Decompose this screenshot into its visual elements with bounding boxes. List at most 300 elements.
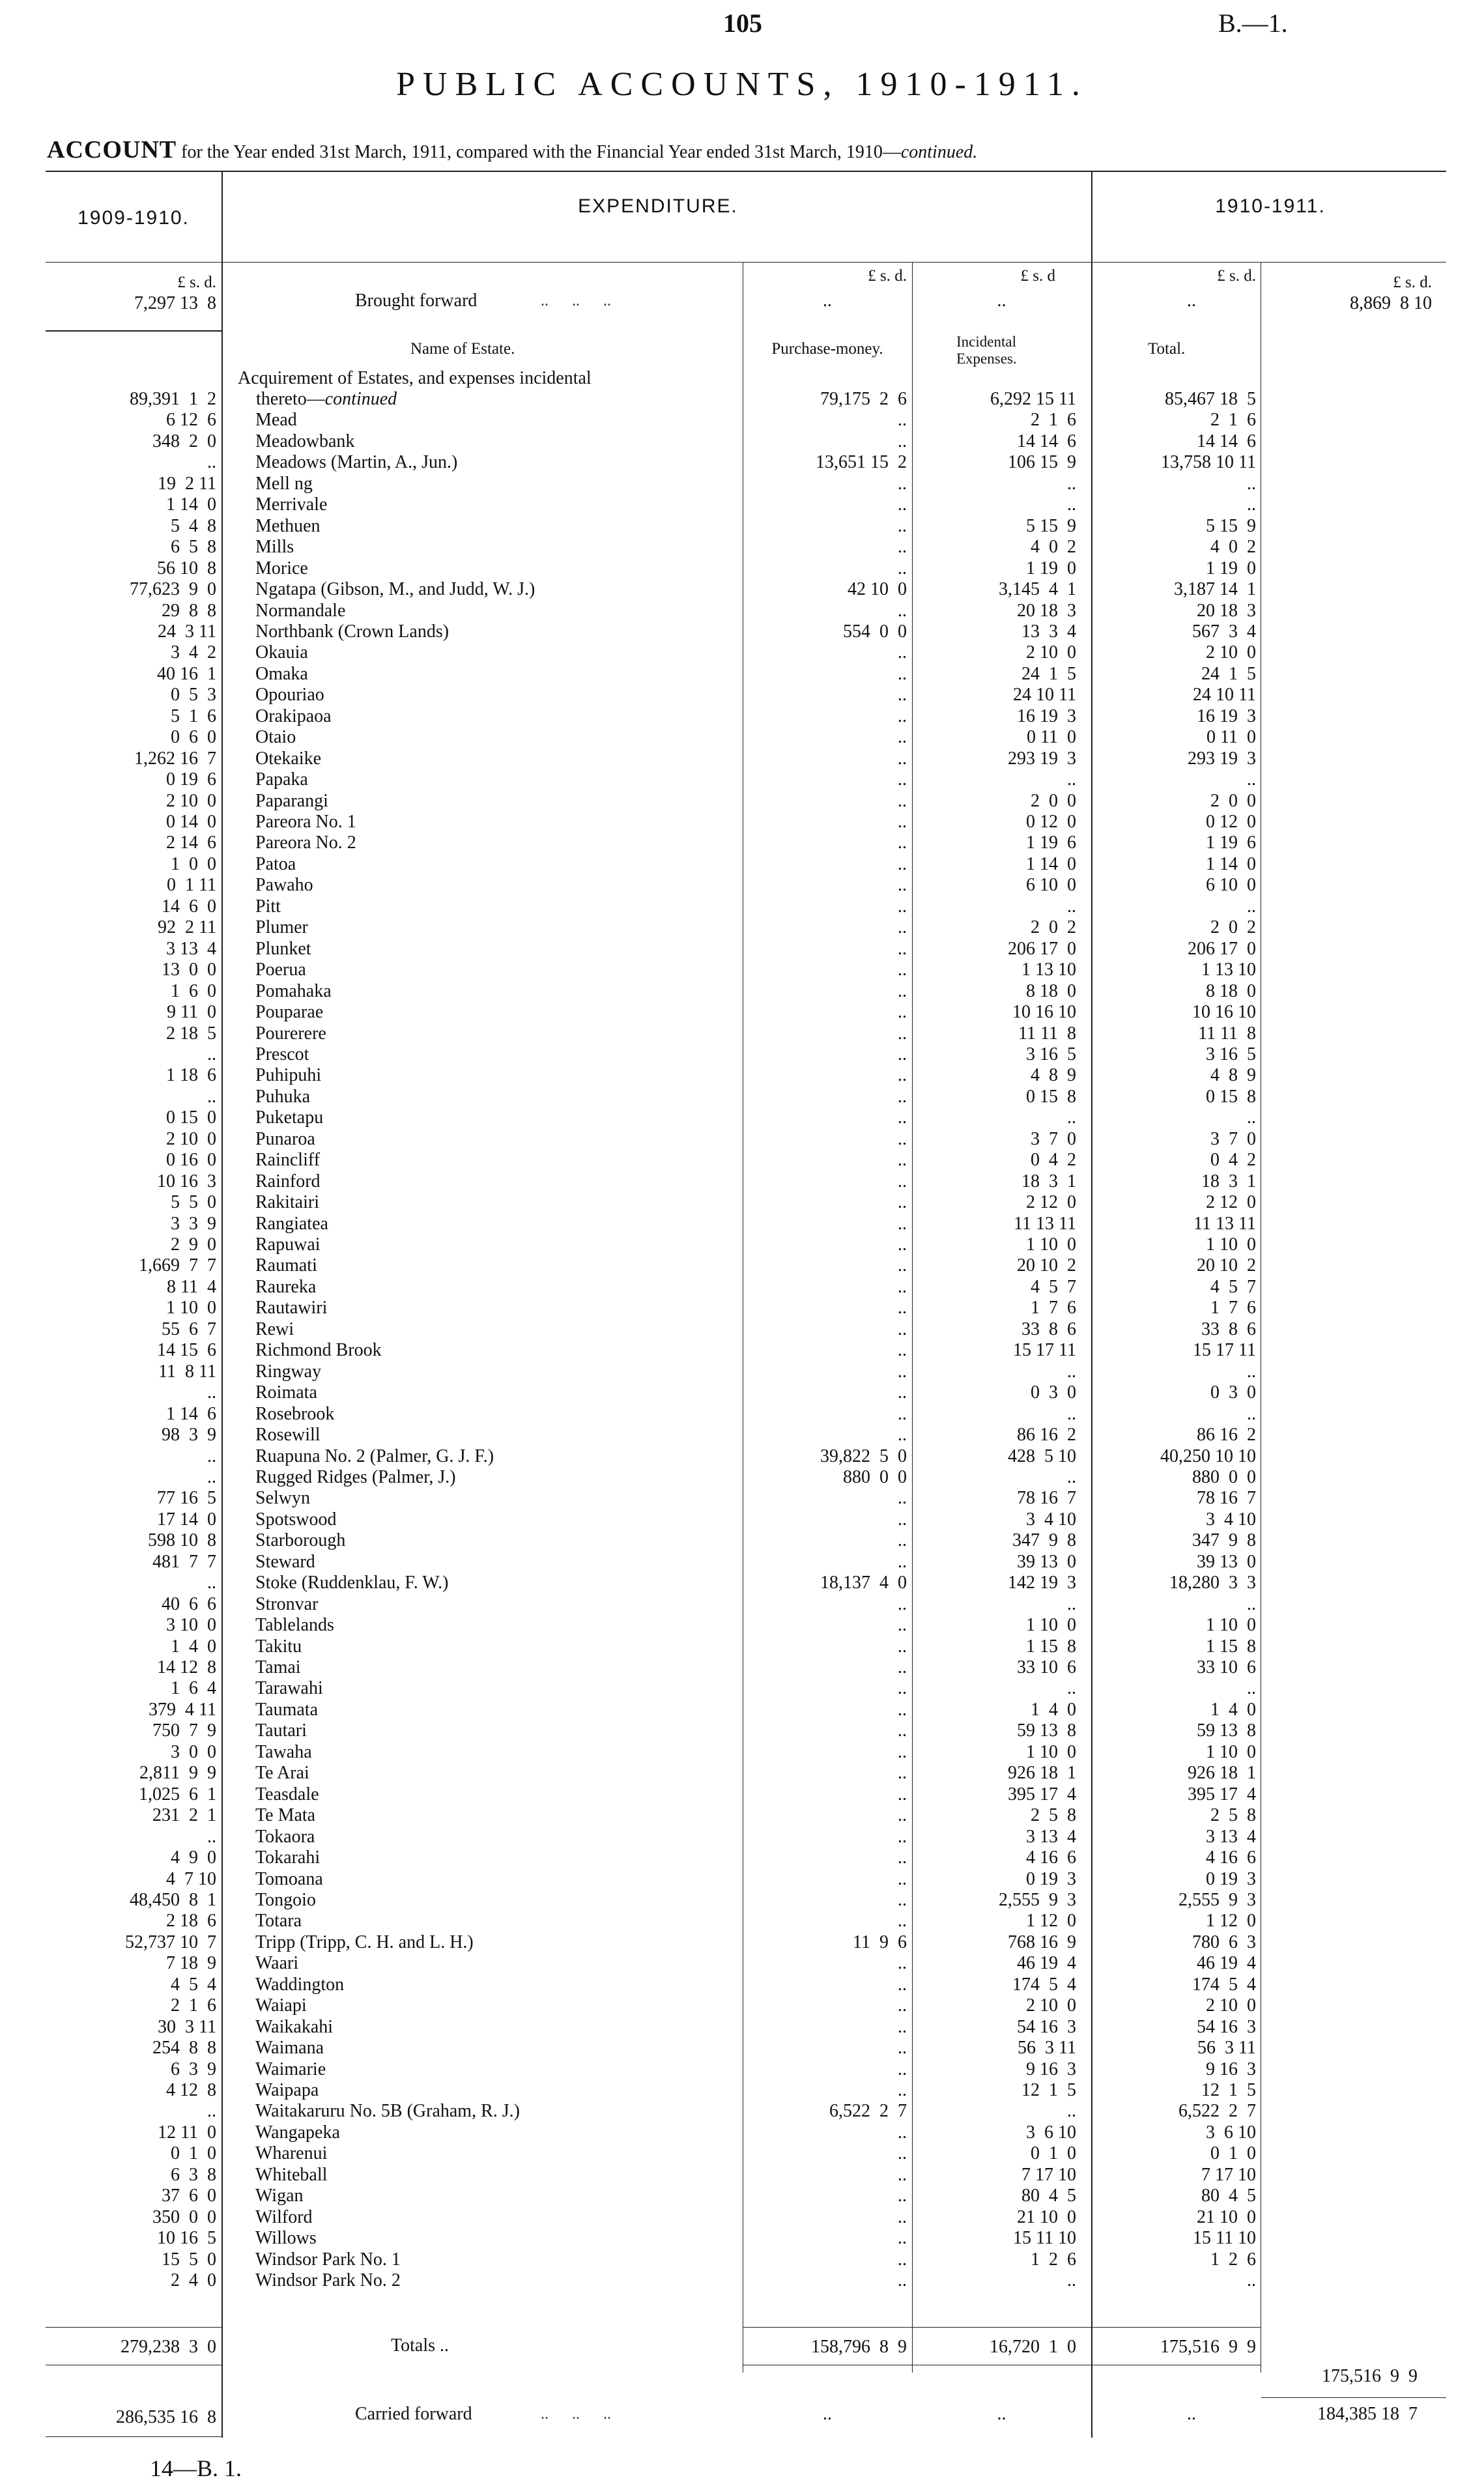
document-reference: B.—1. — [1218, 8, 1288, 38]
row-purchase-money: .. — [898, 2143, 907, 2163]
row-total: 0 11 0 — [1206, 727, 1256, 747]
row-incidental-expenses: 18 3 1 — [1021, 1171, 1076, 1191]
row-prev-amount: .. — [207, 1467, 216, 1487]
row-prev-amount: 48,450 8 1 — [130, 1890, 216, 1910]
row-prev-amount: 14 12 8 — [157, 1657, 216, 1677]
row-incidental-expenses: 21 10 0 — [1017, 2207, 1076, 2227]
row-total: 6,522 2 7 — [1178, 2101, 1256, 2121]
row-purchase-money: 79,175 2 6 — [820, 389, 907, 409]
row-total: 1 19 6 — [1206, 833, 1256, 853]
row-total: 15 17 11 — [1193, 1340, 1256, 1360]
row-total: 4 0 2 — [1210, 537, 1256, 557]
row-prev-amount: 1,262 16 7 — [134, 749, 216, 769]
row-purchase-money: .. — [898, 939, 907, 959]
row-total: 33 8 6 — [1201, 1319, 1256, 1339]
row-estate-name: Waimarie — [255, 2059, 326, 2079]
header-total: Total. — [1148, 340, 1186, 358]
row-prev-amount: 6 12 6 — [166, 410, 216, 430]
row-incidental-expenses: 4 0 2 — [1031, 537, 1076, 557]
row-incidental-expenses: 46 19 4 — [1017, 1953, 1076, 1973]
row-prev-amount: 13 0 0 — [162, 960, 216, 980]
row-estate-name: Te Mata — [255, 1805, 316, 1825]
row-estate-name: Steward — [255, 1552, 315, 1572]
row-prev-amount: 1 4 0 — [171, 1636, 216, 1657]
row-purchase-money: .. — [898, 1382, 907, 1403]
row-estate-name: Methuen — [255, 516, 321, 536]
row-purchase-money: 13,651 15 2 — [816, 452, 907, 472]
row-incidental-expenses: 9 16 3 — [1026, 2059, 1076, 2079]
row-purchase-money: .. — [898, 2017, 907, 2037]
account-continued: continued. — [900, 142, 978, 162]
row-prev-amount: 0 1 11 — [167, 875, 216, 895]
row-prev-amount: 379 4 11 — [149, 1700, 216, 1720]
row-prev-amount: 1 18 6 — [166, 1065, 216, 1085]
row-total: 926 18 1 — [1188, 1763, 1256, 1783]
row-total: 13,758 10 11 — [1161, 452, 1256, 472]
row-incidental-expenses: .. — [1067, 896, 1076, 917]
row-incidental-expenses: 3 16 5 — [1026, 1044, 1076, 1064]
row-purchase-money: .. — [898, 1404, 907, 1424]
row-estate-name: Waddington — [255, 1975, 345, 1995]
brought-forward-dots: .. .. .. — [541, 292, 611, 309]
row-prev-amount: 2 4 0 — [171, 2270, 216, 2290]
row-prev-amount: 2,811 9 9 — [139, 1763, 216, 1783]
row-purchase-money: .. — [898, 410, 907, 430]
row-prev-amount: 40 16 1 — [157, 664, 216, 684]
row-purchase-money: .. — [898, 1171, 907, 1191]
row-estate-name: Willows — [255, 2228, 317, 2248]
row-purchase-money: .. — [898, 601, 907, 621]
row-incidental-expenses: 33 10 6 — [1017, 1657, 1076, 1677]
row-total: 2,555 9 3 — [1178, 1890, 1256, 1910]
row-incidental-expenses: .. — [1067, 769, 1076, 790]
row-prev-amount: 350 0 0 — [152, 2207, 216, 2227]
row-total: 20 10 2 — [1197, 1255, 1256, 1276]
row-estate-name: Mills — [255, 537, 294, 557]
row-purchase-money: .. — [898, 1827, 907, 1847]
row-purchase-money: .. — [898, 431, 907, 451]
row-estate-name: Stronvar — [255, 1594, 319, 1614]
row-prev-amount: 77 16 5 — [157, 1488, 216, 1508]
row-incidental-expenses: 6,292 15 11 — [990, 389, 1076, 409]
row-estate-name: Rangiatea — [255, 1214, 328, 1234]
row-estate-name: Pareora No. 2 — [255, 833, 356, 853]
row-total: 0 15 8 — [1206, 1087, 1256, 1107]
row-incidental-expenses: 347 9 8 — [1012, 1530, 1076, 1550]
carried-forward-curr: 184,385 18 7 — [1317, 2404, 1418, 2424]
row-prev-amount: 5 5 0 — [171, 1192, 216, 1212]
row-prev-amount: 1 0 0 — [171, 854, 216, 874]
row-estate-name: Pourerere — [255, 1023, 326, 1044]
row-total: 85,467 18 5 — [1165, 389, 1256, 409]
row-estate-name: Puhuka — [255, 1087, 310, 1107]
row-estate-name: Rewi — [255, 1319, 294, 1339]
row-estate-name: Pareora No. 1 — [255, 812, 356, 832]
row-estate-name: Prescot — [255, 1044, 309, 1064]
row-incidental-expenses: 1 12 0 — [1026, 1911, 1076, 1931]
row-incidental-expenses: 11 11 8 — [1018, 1023, 1076, 1044]
row-total: 78 16 7 — [1197, 1488, 1256, 1508]
brought-forward-label: Brought forward — [355, 291, 478, 311]
row-estate-name: Pouparae — [255, 1002, 324, 1022]
row-purchase-money: .. — [898, 1615, 907, 1635]
row-incidental-expenses: .. — [1067, 1107, 1076, 1128]
row-purchase-money: .. — [898, 1509, 907, 1530]
row-incidental-expenses: 1 10 0 — [1026, 1742, 1076, 1762]
row-incidental-expenses: .. — [1067, 1467, 1076, 1487]
row-incidental-expenses: .. — [1067, 1594, 1076, 1614]
row-estate-name: Tarawahi — [255, 1678, 323, 1698]
row-prev-amount: 98 3 9 — [162, 1425, 216, 1445]
row-incidental-expenses: 15 17 11 — [1013, 1340, 1076, 1360]
row-purchase-money: .. — [898, 1107, 907, 1128]
row-purchase-money: .. — [898, 1065, 907, 1085]
row-incidental-expenses: 24 10 11 — [1013, 685, 1076, 705]
row-prev-amount: 10 16 5 — [157, 2228, 216, 2248]
row-incidental-expenses: .. — [1067, 474, 1076, 494]
row-prev-amount: 37 6 0 — [162, 2186, 216, 2206]
row-prev-amount: .. — [207, 1573, 216, 1593]
row-purchase-money: .. — [898, 769, 907, 790]
row-prev-amount: 15 5 0 — [162, 2249, 216, 2270]
row-total: 15 11 10 — [1193, 2228, 1256, 2248]
row-incidental-expenses: 395 17 4 — [1008, 1784, 1076, 1804]
row-estate-name: Meadows (Martin, A., Jun.) — [255, 452, 458, 472]
row-total: 206 17 0 — [1188, 939, 1256, 959]
row-total: 1 7 6 — [1210, 1298, 1256, 1318]
row-prev-amount: 30 3 11 — [158, 2017, 216, 2037]
row-estate-name: Wigan — [255, 2186, 304, 2206]
row-estate-name: Orakipaoa — [255, 706, 332, 726]
row-purchase-money: .. — [898, 1911, 907, 1931]
row-total: .. — [1247, 474, 1256, 494]
row-purchase-money: .. — [898, 2080, 907, 2100]
row-estate-name: Wilford — [255, 2207, 313, 2227]
row-estate-name: Mell ng — [255, 474, 313, 494]
row-incidental-expenses: 78 16 7 — [1017, 1488, 1076, 1508]
row-total: 1 10 0 — [1206, 1742, 1256, 1762]
row-prev-amount: 52,737 10 7 — [125, 1932, 216, 1952]
row-estate-name: Rosewill — [255, 1425, 321, 1445]
row-purchase-money: .. — [898, 1277, 907, 1297]
row-purchase-money: .. — [898, 896, 907, 917]
row-total: 5 15 9 — [1206, 516, 1256, 536]
row-prev-amount: 3 13 4 — [166, 939, 216, 959]
row-total: 8 18 0 — [1206, 981, 1256, 1001]
row-prev-amount: 4 12 8 — [166, 2080, 216, 2100]
header-incidental-expenses: Incidental Expenses. — [956, 334, 1017, 367]
row-estate-name: Pomahaka — [255, 981, 332, 1001]
row-prev-amount: 2 9 0 — [171, 1234, 216, 1255]
row-prev-amount: 89,391 1 2 — [130, 389, 216, 409]
row-total: .. — [1247, 494, 1256, 515]
row-estate-name: thereto—continued — [238, 389, 397, 409]
row-purchase-money: .. — [898, 1869, 907, 1889]
row-purchase-money: .. — [898, 1002, 907, 1022]
row-purchase-money: .. — [898, 516, 907, 536]
row-total: 1 10 0 — [1206, 1615, 1256, 1635]
brought-forward-rule — [46, 330, 221, 332]
row-purchase-money: .. — [898, 1700, 907, 1720]
row-total: 16 19 3 — [1197, 706, 1256, 726]
row-total: 880 0 0 — [1192, 1467, 1256, 1487]
row-total: 3 7 0 — [1210, 1129, 1256, 1149]
row-prev-amount: 3 0 0 — [171, 1742, 216, 1762]
row-incidental-expenses: 54 16 3 — [1017, 2017, 1076, 2037]
row-incidental-expenses: 0 4 2 — [1031, 1150, 1076, 1170]
row-prev-amount: 14 15 6 — [157, 1340, 216, 1360]
row-prev-amount: 2 1 6 — [171, 1995, 216, 2016]
row-purchase-money: .. — [898, 1362, 907, 1382]
row-prev-amount: 231 2 1 — [152, 1805, 216, 1825]
row-estate-name: Raincliff — [255, 1150, 321, 1170]
row-incidental-expenses: 428 5 10 — [1008, 1446, 1076, 1466]
row-purchase-money: .. — [898, 2038, 907, 2058]
header-curr-year: 1910-1911. — [1215, 195, 1326, 217]
row-purchase-money: .. — [898, 1742, 907, 1762]
row-incidental-expenses: 3 13 4 — [1026, 1827, 1076, 1847]
row-total: 1 4 0 — [1210, 1700, 1256, 1720]
row-incidental-expenses: 1 19 6 — [1026, 833, 1076, 853]
row-estate-name: Whiteball — [255, 2165, 328, 2185]
section-title: Acquirement of Estates, and expenses incidental — [238, 368, 592, 388]
row-incidental-expenses: 2 10 0 — [1026, 1995, 1076, 2016]
row-purchase-money: .. — [898, 1150, 907, 1170]
row-estate-name: Paparangi — [255, 791, 328, 811]
totals-total: 175,516 9 9 — [1160, 2337, 1256, 2357]
row-incidental-expenses: 2 0 2 — [1031, 917, 1076, 937]
row-incidental-expenses: 2 12 0 — [1026, 1192, 1076, 1212]
row-total: 59 13 8 — [1197, 1720, 1256, 1741]
row-total: 12 1 5 — [1201, 2080, 1256, 2100]
row-total: 0 12 0 — [1206, 812, 1256, 832]
row-purchase-money: .. — [898, 1530, 907, 1550]
row-prev-amount: 0 6 0 — [171, 727, 216, 747]
row-purchase-money: .. — [898, 1298, 907, 1318]
row-total: 18,280 3 3 — [1169, 1573, 1256, 1593]
row-incidental-expenses: .. — [1067, 1404, 1076, 1424]
row-estate-name: Tokaora — [255, 1827, 315, 1847]
row-total: 0 1 0 — [1210, 2143, 1256, 2163]
row-purchase-money: .. — [898, 2207, 907, 2227]
row-incidental-expenses: 1 10 0 — [1026, 1234, 1076, 1255]
row-estate-name: Waari — [255, 1953, 299, 1973]
row-estate-name: Omaka — [255, 664, 308, 684]
row-total: 2 5 8 — [1210, 1805, 1256, 1825]
row-purchase-money: .. — [898, 1044, 907, 1064]
row-prev-amount: .. — [207, 1087, 216, 1107]
carried-forward-prev: 286,535 16 8 — [116, 2407, 216, 2427]
row-estate-name: Tawaha — [255, 1742, 312, 1762]
row-incidental-expenses: 33 8 6 — [1021, 1319, 1076, 1339]
row-incidental-expenses: 59 13 8 — [1017, 1720, 1076, 1741]
row-total: 4 16 6 — [1206, 1847, 1256, 1868]
row-prev-amount: 10 16 3 — [157, 1171, 216, 1191]
row-incidental-expenses: .. — [1067, 1678, 1076, 1698]
row-prev-amount: 3 3 9 — [171, 1214, 216, 1234]
row-purchase-money: .. — [898, 875, 907, 895]
row-estate-name: Tautari — [255, 1720, 307, 1741]
row-total: 347 9 8 — [1192, 1530, 1256, 1550]
totals-rule-top — [743, 2327, 1261, 2328]
row-purchase-money: .. — [898, 854, 907, 874]
row-incidental-expenses: 3,145 4 1 — [999, 579, 1076, 599]
row-prev-amount: 6 3 8 — [171, 2165, 216, 2185]
row-total: 3 6 10 — [1206, 2122, 1256, 2143]
row-prev-amount: 56 10 8 — [157, 558, 216, 578]
row-purchase-money: 42 10 0 — [848, 579, 907, 599]
row-prev-amount: .. — [207, 1827, 216, 1847]
row-purchase-money: .. — [898, 537, 907, 557]
row-estate-name: Ruapuna No. 2 (Palmer, G. J. F.) — [255, 1446, 494, 1466]
row-estate-name: Waitakaruru No. 5B (Graham, R. J.) — [255, 2101, 520, 2121]
row-total: 2 10 0 — [1206, 642, 1256, 663]
row-total: 2 1 6 — [1210, 410, 1256, 430]
row-incidental-expenses: 768 16 9 — [1008, 1932, 1076, 1952]
row-incidental-expenses: 10 16 10 — [1012, 1002, 1076, 1022]
row-estate-name: Punaroa — [255, 1129, 315, 1149]
row-prev-amount: 598 10 8 — [148, 1530, 216, 1550]
row-incidental-expenses: .. — [1067, 1362, 1076, 1382]
row-incidental-expenses: 1 14 0 — [1026, 854, 1076, 874]
row-estate-name: Okauia — [255, 642, 308, 663]
row-purchase-money: .. — [898, 1953, 907, 1973]
header-prev-lsd: £ s. d. — [177, 274, 216, 291]
row-total: 40,250 10 10 — [1160, 1446, 1256, 1466]
row-purchase-money: .. — [898, 1890, 907, 1910]
totals-label: Totals .. — [391, 2335, 449, 2356]
row-incidental-expenses: 0 12 0 — [1026, 812, 1076, 832]
row-estate-name: Poerua — [255, 960, 306, 980]
row-estate-name: Teasdale — [255, 1784, 319, 1804]
row-total: .. — [1247, 1107, 1256, 1128]
row-prev-amount: 6 3 9 — [171, 2059, 216, 2079]
row-incidental-expenses: 3 6 10 — [1026, 2122, 1076, 2143]
carried-forward-dots: .. .. .. — [541, 2406, 611, 2423]
row-total: 80 4 5 — [1201, 2186, 1256, 2206]
row-prev-amount: 7 18 9 — [166, 1953, 216, 1973]
row-estate-name: Tamai — [255, 1657, 301, 1677]
row-total: 33 10 6 — [1197, 1657, 1256, 1677]
row-total: 2 10 0 — [1206, 1995, 1256, 2016]
row-incidental-expenses: 2 5 8 — [1031, 1805, 1076, 1825]
row-prev-amount: 17 14 0 — [157, 1509, 216, 1530]
row-estate-name: Waimana — [255, 2038, 324, 2058]
row-prev-amount: 40 6 6 — [162, 1594, 216, 1614]
row-estate-name: Tongoio — [255, 1890, 316, 1910]
row-incidental-expenses: 174 5 4 — [1012, 1975, 1076, 1995]
row-incidental-expenses: 80 4 5 — [1021, 2186, 1076, 2206]
row-incidental-expenses: 0 11 0 — [1027, 727, 1076, 747]
row-prev-amount: .. — [207, 452, 216, 472]
row-estate-name: Waikakahi — [255, 2017, 334, 2037]
row-estate-name: Rainford — [255, 1171, 321, 1191]
row-prev-amount: 1 6 4 — [171, 1678, 216, 1698]
row-prev-amount: 24 3 11 — [158, 621, 216, 642]
row-incidental-expenses: 2,555 9 3 — [999, 1890, 1076, 1910]
row-purchase-money: .. — [898, 960, 907, 980]
row-incidental-expenses: 13 3 4 — [1021, 621, 1076, 642]
row-incidental-expenses: 2 1 6 — [1031, 410, 1076, 430]
row-estate-name: Selwyn — [255, 1488, 310, 1508]
row-prev-amount: 0 16 0 — [166, 1150, 216, 1170]
row-purchase-money: .. — [898, 727, 907, 747]
row-incidental-expenses: 0 1 0 — [1031, 2143, 1076, 2163]
carried-forward-rule — [46, 2436, 221, 2437]
row-purchase-money: .. — [898, 494, 907, 515]
row-incidental-expenses: 106 15 9 — [1008, 452, 1076, 472]
row-estate-name: Taumata — [255, 1700, 318, 1720]
row-total: 21 10 0 — [1197, 2207, 1256, 2227]
row-prev-amount: 4 7 10 — [166, 1869, 216, 1889]
row-estate-name: Waipapa — [255, 2080, 319, 2100]
row-total: 46 19 4 — [1197, 1953, 1256, 1973]
row-incidental-expenses: 3 7 0 — [1031, 1129, 1076, 1149]
row-prev-amount: 0 5 3 — [171, 685, 216, 705]
row-purchase-money: .. — [898, 1678, 907, 1698]
row-purchase-money: 18,137 4 0 — [820, 1573, 907, 1593]
row-estate-name: Windsor Park No. 2 — [255, 2270, 401, 2290]
row-estate-name: Pitt — [255, 896, 281, 917]
totals-incidental: 16,720 1 0 — [990, 2337, 1076, 2357]
row-incidental-expenses: 4 5 7 — [1031, 1277, 1076, 1297]
row-prev-amount: 348 2 0 — [152, 431, 216, 451]
brought-forward-curr: 8,869 8 10 — [1350, 293, 1432, 313]
totals-curr: 175,516 9 9 — [1322, 2366, 1418, 2386]
row-purchase-money: .. — [898, 1192, 907, 1212]
row-estate-name: Wharenui — [255, 2143, 328, 2163]
row-total: 0 3 0 — [1210, 1382, 1256, 1403]
row-prev-amount: 14 6 0 — [162, 896, 216, 917]
row-estate-name: Rugged Ridges (Palmer, J.) — [255, 1467, 456, 1487]
row-incidental-expenses: 1 19 0 — [1026, 558, 1076, 578]
row-purchase-money: .. — [898, 1234, 907, 1255]
row-incidental-expenses: 56 3 11 — [1018, 2038, 1076, 2058]
totals-purchase: 158,796 8 9 — [811, 2337, 907, 2357]
row-estate-name: Starborough — [255, 1530, 346, 1550]
row-prev-amount: 2 10 0 — [166, 791, 216, 811]
row-purchase-money: .. — [898, 2186, 907, 2206]
row-prev-amount: 0 19 6 — [166, 769, 216, 790]
row-total: .. — [1247, 769, 1256, 790]
row-incidental-expenses: 1 13 10 — [1021, 960, 1076, 980]
row-purchase-money: .. — [898, 2165, 907, 2185]
row-estate-name: Waiapi — [255, 1995, 307, 2016]
row-total: .. — [1247, 1362, 1256, 1382]
row-prev-amount: 750 7 9 — [152, 1720, 216, 1741]
curr-totals-rule — [1261, 2397, 1446, 2398]
row-estate-name: Tablelands — [255, 1615, 334, 1635]
row-purchase-money: .. — [898, 1129, 907, 1149]
header-curr-lsd: £ s. d. — [1393, 274, 1432, 291]
row-total: 7 17 10 — [1201, 2165, 1256, 2185]
header-prev-year: 1909-1910. — [78, 207, 190, 229]
row-estate-name: Tokarahi — [255, 1847, 321, 1868]
header-purchase-money: Purchase-money. — [771, 340, 883, 358]
row-total: 1 19 0 — [1206, 558, 1256, 578]
row-total: 11 13 11 — [1193, 1214, 1256, 1234]
row-prev-amount: 11 8 11 — [158, 1362, 216, 1382]
row-incidental-expenses: 6 10 0 — [1026, 875, 1076, 895]
row-total: 780 6 3 — [1192, 1932, 1256, 1952]
row-total: 20 18 3 — [1197, 601, 1256, 621]
row-purchase-money: .. — [898, 981, 907, 1001]
row-estate-name: Northbank (Crown Lands) — [255, 621, 449, 642]
row-purchase-money: .. — [898, 474, 907, 494]
row-total: 1 2 6 — [1210, 2249, 1256, 2270]
row-incidental-expenses: 24 1 5 — [1021, 664, 1076, 684]
row-incidental-expenses: 4 8 9 — [1031, 1065, 1076, 1085]
